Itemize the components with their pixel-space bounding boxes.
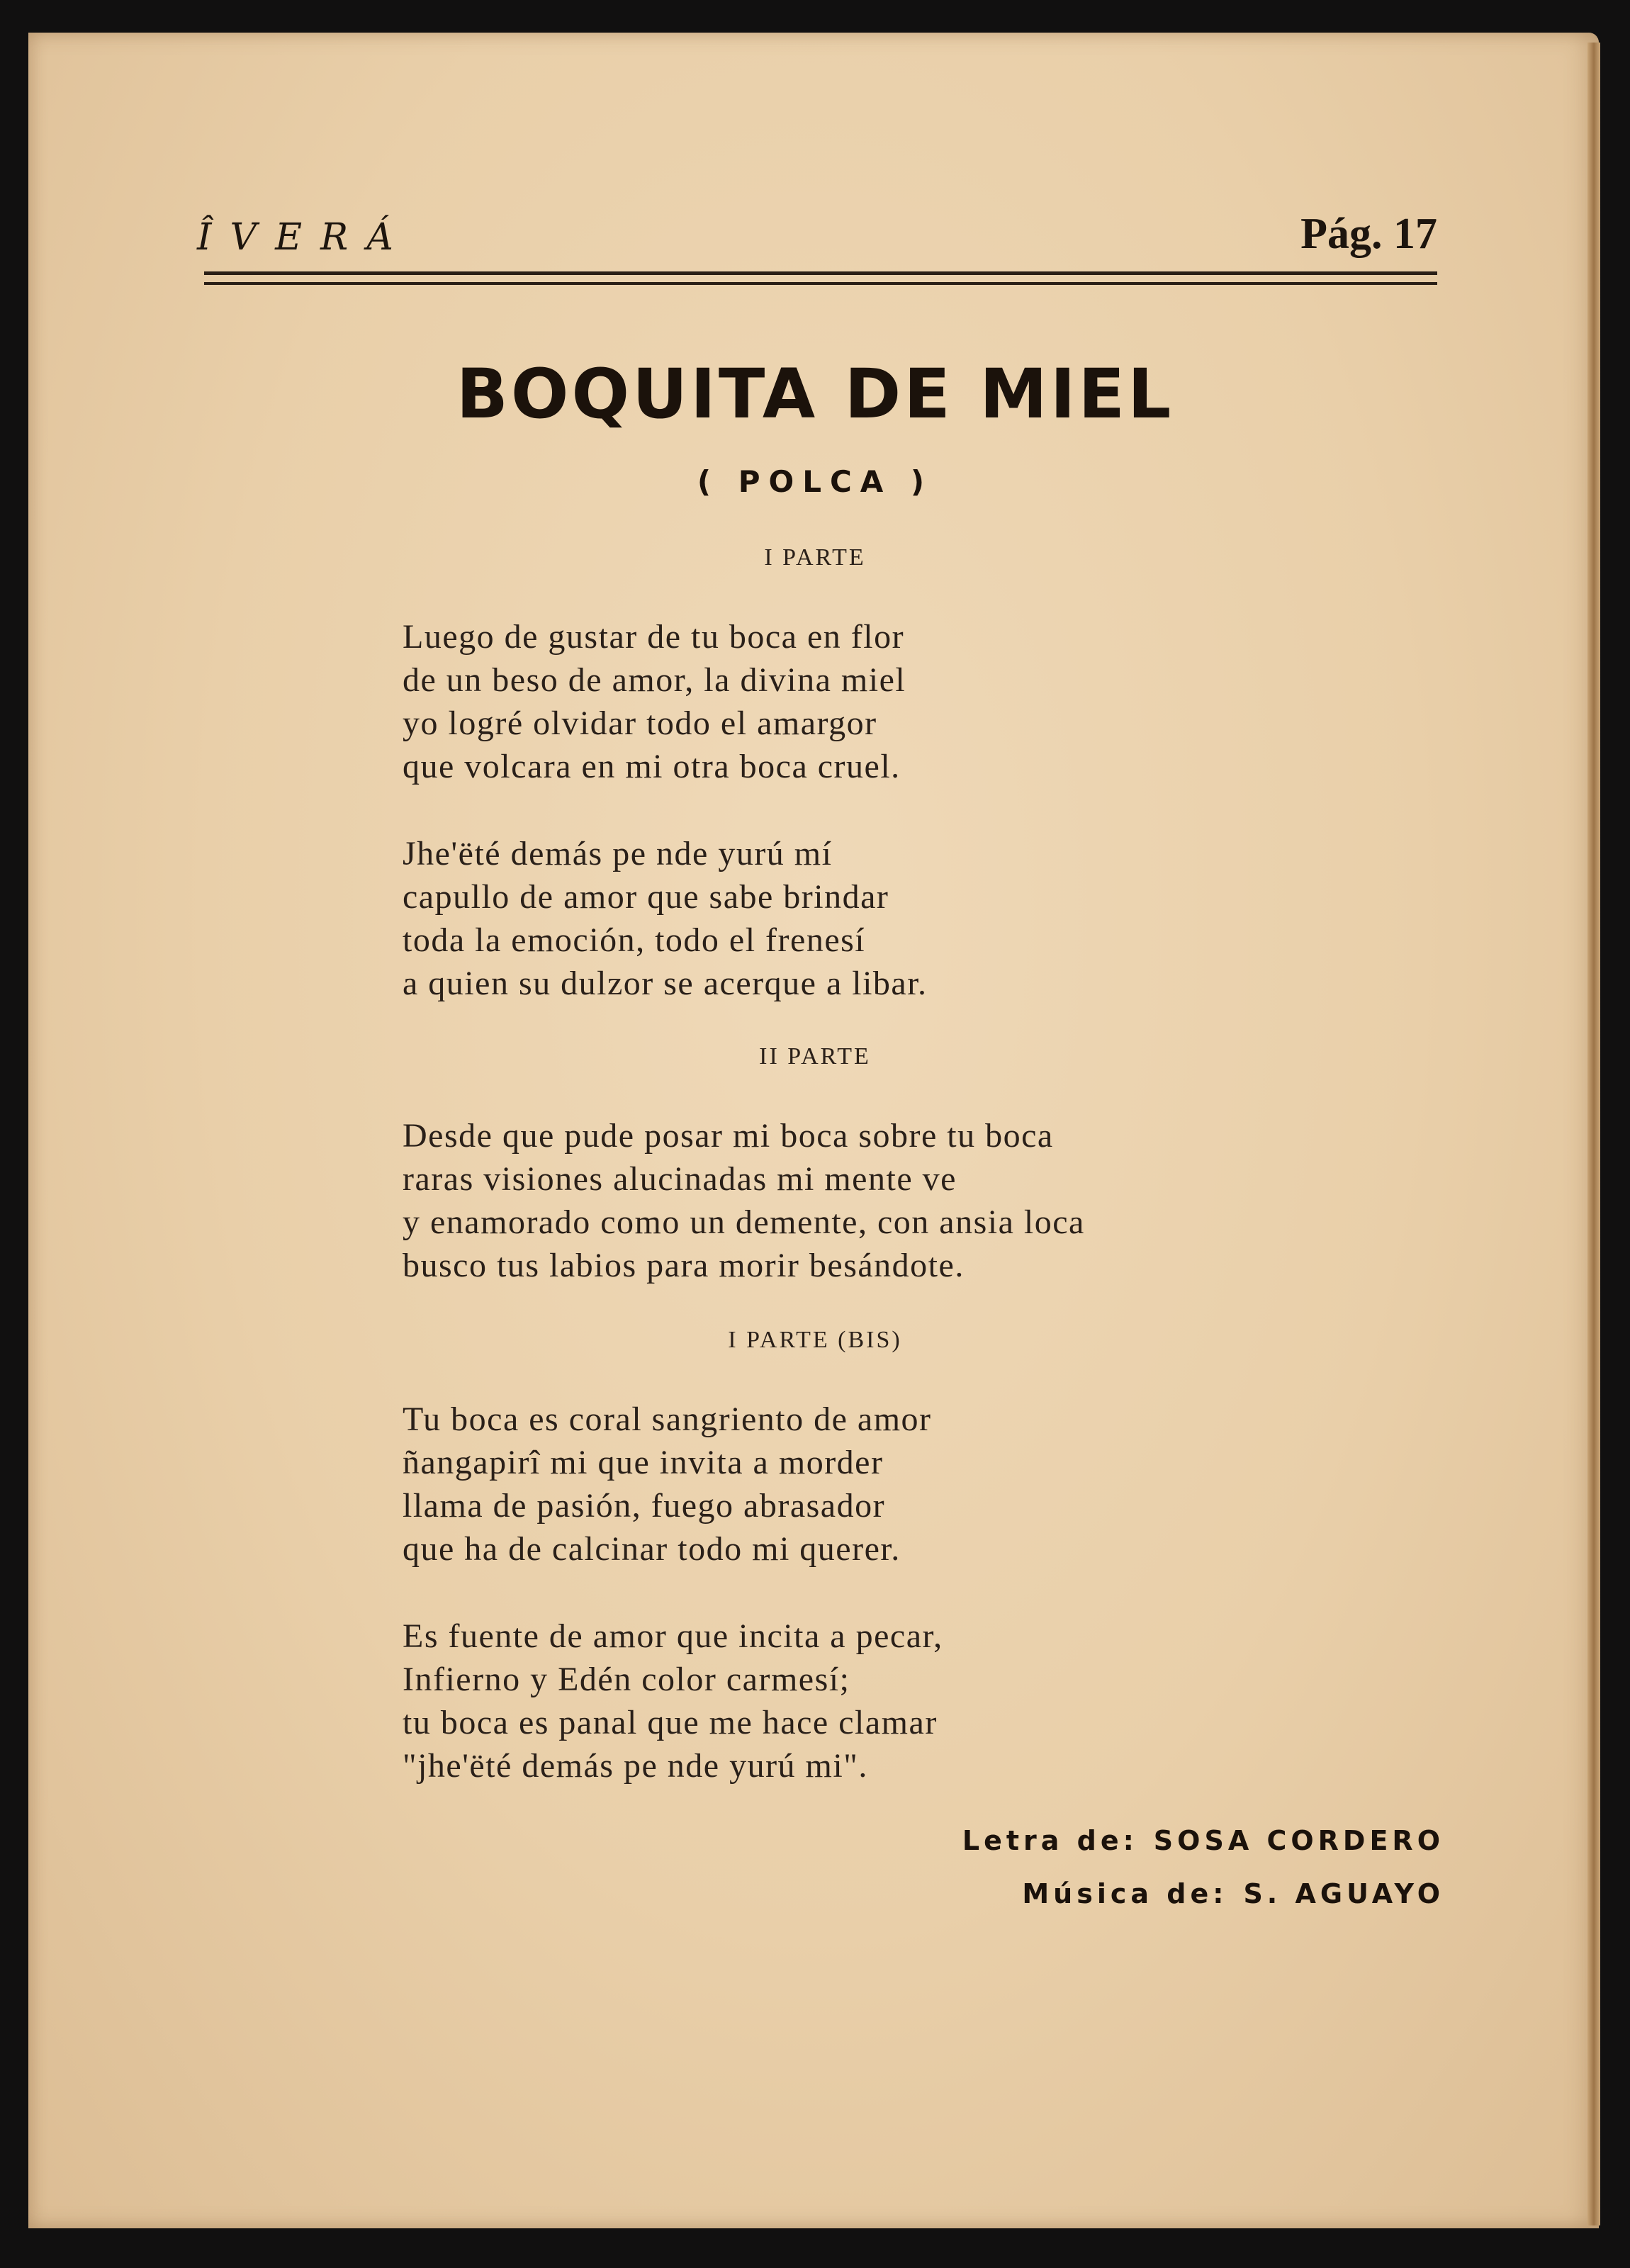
verse-line: Es fuente de amor que incita a pecar, [403,1617,943,1655]
lyrics-credit [962,1825,1444,1856]
verse-line: capullo de amor que sabe brindar [403,878,889,916]
verse-line: toda la emoción, todo el frenesí [403,921,866,959]
verse-line: tu boca es panal que me hace clamar [403,1704,938,1741]
verse-line: que volcara en mi otra boca cruel. [403,748,901,785]
song-subtitle: ( POLCA ) [697,464,933,499]
verse-line: yo logré olvidar todo el amargor [403,704,877,742]
music-credit [1022,1878,1444,1909]
verse-line: a quien su dulzor se acerque a libar. [403,965,928,1002]
stanza-1 [403,615,906,788]
verse-line: y enamorado como un demente, con ansia loca [403,1203,1085,1241]
header-rule [204,271,1437,285]
section-label-ii-parte: II PARTE [759,1043,871,1070]
section-label-i-parte: I PARTE [764,544,866,571]
verse-line: busco tus labios para morir besándote. [403,1247,965,1284]
verse-line: Jhe'ëté demás pe nde yurú mí [403,835,833,872]
lyrics-author: SOSA CORDERO [1153,1825,1444,1856]
lyrics-label: Letra de: [962,1825,1138,1856]
stanza-4 [403,1398,932,1571]
section-label-i-parte-bis: I PARTE (BIS) [728,1327,902,1353]
verse-line: raras visiones alucinadas mi mente ve [403,1160,957,1198]
verse-line: de un beso de amor, la divina miel [403,661,906,699]
verse-line: llama de pasión, fuego abrasador [403,1487,886,1525]
music-label: Música de: [1022,1878,1228,1909]
stanza-5 [403,1615,943,1787]
verse-line: Tu boca es coral sangriento de amor [403,1400,932,1438]
verse-line: Infierno y Edén color carmesí; [403,1661,850,1698]
page-header [176,181,1437,266]
verse-line: que ha de calcinar todo mi querer. [403,1530,901,1568]
stanza-2 [403,832,928,1005]
verse-line: ñangapirî mi que invita a morder [403,1444,884,1481]
song-title: BOQUITA DE MIEL [456,354,1174,434]
verse-line: "jhe'ëté demás pe nde yurú mi". [403,1747,868,1785]
verse-line: Desde que pude posar mi boca sobre tu boca [403,1117,1054,1155]
page-number: Pág. 17 [1300,210,1437,258]
music-author: S. AGUAYO [1243,1878,1444,1909]
verse-line: Luego de gustar de tu boca en flor [403,618,905,656]
magazine-name: ÎVERÁ [197,216,412,259]
stanza-3 [403,1114,1085,1287]
